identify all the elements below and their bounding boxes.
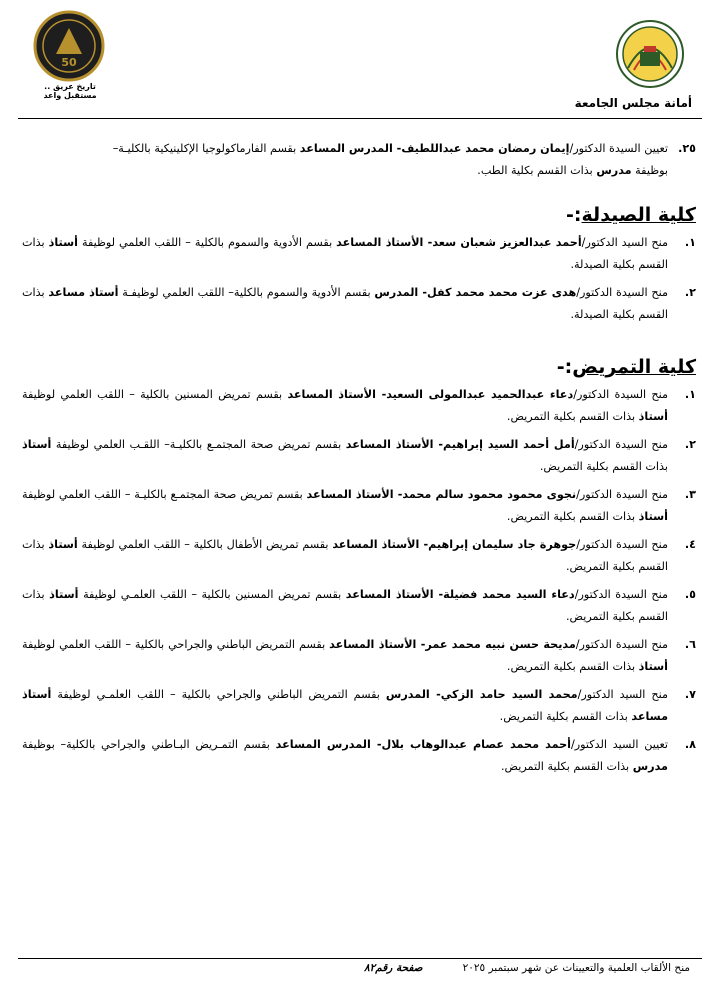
position: أستاذ — [638, 660, 668, 673]
person-name: إيمان رمضان محمد عبداللطيف- المدرس المساعد — [299, 142, 570, 155]
position: مدرس — [632, 760, 668, 773]
person-name: دعاء عبدالحميد عبدالمولى السعيد- الأستاذ المساعد — [287, 388, 574, 401]
item-number: ٢. — [684, 286, 696, 299]
list-item — [22, 138, 696, 182]
item-number: ٧. — [684, 688, 696, 701]
item-number: ١. — [684, 236, 696, 249]
position: أستاذ — [48, 538, 78, 551]
person-name: أمل أحمد السيد إبراهيم- الأستاذ المساعد — [345, 438, 575, 451]
list-item — [22, 384, 696, 428]
list-item — [22, 734, 696, 778]
position: أستاذ — [48, 236, 78, 249]
item-number: ٤. — [684, 538, 696, 551]
position: أستاذ — [49, 588, 79, 601]
header-divider — [18, 118, 702, 119]
position: أستاذ مساعد — [48, 286, 119, 299]
item-number: ١. — [684, 388, 696, 401]
item-text: تعيين السيدة الدكتور/إيمان رمضان محمد عبداللطيف- المدرس المساعد بقسم الفارماكولوجيا الإكلينيكية بالكليـة– بوظيفة مدرس بذات القسم بكلية الطب. — [112, 142, 668, 177]
item-text: منح السيد الدكتور/محمد السيد حامد الزكي- المدرس بقسم التمريض الباطني والجراحي بالكلية – اللقب العلمـي لوظيفة أستاذ مساعد بذات القسم بكلية التمريض. — [22, 688, 668, 723]
person-name: مديحة حسن نبيه محمد عمر- الأستاذ المساعد — [329, 638, 576, 651]
position: أستاذ — [638, 510, 668, 523]
page-footer — [30, 962, 690, 974]
slogan: تاريخ عريق .. مستقبل واعد — [43, 82, 97, 100]
secretariat-label: أمانة مجلس الجامعة — [574, 96, 692, 110]
footer-divider — [18, 958, 702, 959]
section-title-pharmacy: كلية الصيدلة:- — [566, 204, 696, 226]
section-title-nursing: كلية التمريض:- — [556, 356, 696, 378]
person-name: نجوى محمود محمود سالم محمد- الأستاذ المساعد — [306, 488, 577, 501]
position: أستاذ — [22, 438, 52, 451]
list-item — [22, 584, 696, 628]
anniversary-logo — [28, 8, 110, 90]
item-text: منح السيدة الدكتور/أمل أحمد السيد إبراهيم- الأستاذ المساعد بقسم تمريض صحة المجتمـع بالكليـة– اللقـب العلمي لوظيفة أستاذ بذات القسم بكلية التمريض. — [22, 438, 668, 473]
item-text: منح السيدة الدكتور/دعاء السيد محمد فضيلة- الأستاذ المساعد بقسم تمريض المسنين بالكلية – اللقب العلمـي لوظيفة أستاذ بذات القسم بكلية التمريض. — [22, 588, 668, 623]
item-number: ٣. — [684, 488, 696, 501]
item-text: منح السيدة الدكتور/جوهرة جاد سليمان إبراهيم- الأستاذ المساعد بقسم تمريض الأطفال بالكلية – اللقب العلمي لوظيفة أستاذ بذات القسم بكلية التمريض. — [22, 538, 668, 573]
item-number: ٢. — [684, 438, 696, 451]
item-text: منح السيدة الدكتور/دعاء عبدالحميد عبدالمولى السعيد- الأستاذ المساعد بقسم تمريض المسنين بالكلية – اللقب العلمي لوظيفة أستاذ بذات القسم بكلية التمريض. — [22, 388, 668, 423]
list-item — [22, 534, 696, 578]
item-text: منح السيدة الدكتور/هدى عزت محمد محمد كفل- المدرس بقسم الأدوية والسموم بالكلية– اللقب العلمي لوظيفـة أستاذ مساعد بذات القسم بكلية الصيدلة. — [22, 286, 669, 321]
person-name: جوهرة جاد سليمان إبراهيم- الأستاذ المساعد — [332, 538, 577, 551]
list-item — [22, 484, 696, 528]
item-number: ٢٥. — [678, 142, 696, 155]
svg-text:50: 50 — [61, 56, 77, 69]
list-item — [22, 434, 696, 478]
list-item — [22, 634, 696, 678]
person-name: محمد السيد حامد الزكي- المدرس — [385, 688, 578, 701]
university-logo — [610, 18, 690, 94]
document-body — [22, 138, 696, 778]
list-item — [22, 684, 696, 728]
list-item — [22, 232, 696, 276]
list-item — [22, 282, 696, 326]
item-text: تعيين السيد الدكتور/أحمد محمد عصام عبدالوهاب بلال- المدرس المساعد بقسم التمـريض البـاطني والجراحي بالكلية– بوظيفة مدرس بذات القسم بكلية التمريض. — [22, 738, 668, 773]
person-name: أحمد محمد عصام عبدالوهاب بلال- المدرس المساعد — [275, 738, 571, 751]
person-name: أحمد عبدالعزيز شعبان سعد- الأستاذ المساعد — [336, 236, 582, 249]
item-text: منح السيدة الدكتور/مديحة حسن نبيه محمد عمر- الأستاذ المساعد بقسم التمريض الباطني والجراحي بالكلية – اللقب العلمي لوظيفة أستاذ بذات القسم بكلية التمريض. — [22, 638, 668, 673]
item-text: منح السيدة الدكتور/نجوى محمود محمود سالم محمد- الأستاذ المساعد بقسم تمريض صحة المجتمـع بالكليـة – اللقب العلمي لوظيفة أستاذ بذات القسم بكلية التمريض. — [22, 488, 668, 523]
item-number: ٨. — [684, 738, 696, 751]
item-number: ٦. — [684, 638, 696, 651]
position: أستاذ مساعد — [22, 688, 668, 723]
position: مدرس — [596, 164, 632, 177]
person-name: هدى عزت محمد محمد كفل- المدرس — [374, 286, 577, 299]
item-text: منح السيد الدكتور/أحمد عبدالعزيز شعبان سعد- الأستاذ المساعد بقسم الأدوية والسموم بالكلية – اللقب العلمي لوظيفة أستاذ بذات القسم بكلية الصيدلة. — [22, 236, 668, 271]
footer-caption: منح الألقاب العلمية والتعيينات عن شهر سبتمبر ٢٠٢٥ — [462, 962, 690, 974]
person-name: دعاء السيد محمد فضيلة- الأستاذ المساعد — [345, 588, 575, 601]
position: أستاذ — [638, 410, 668, 423]
page-number: صفحة رقم٨٢ — [363, 962, 423, 974]
item-number: ٥. — [684, 588, 696, 601]
